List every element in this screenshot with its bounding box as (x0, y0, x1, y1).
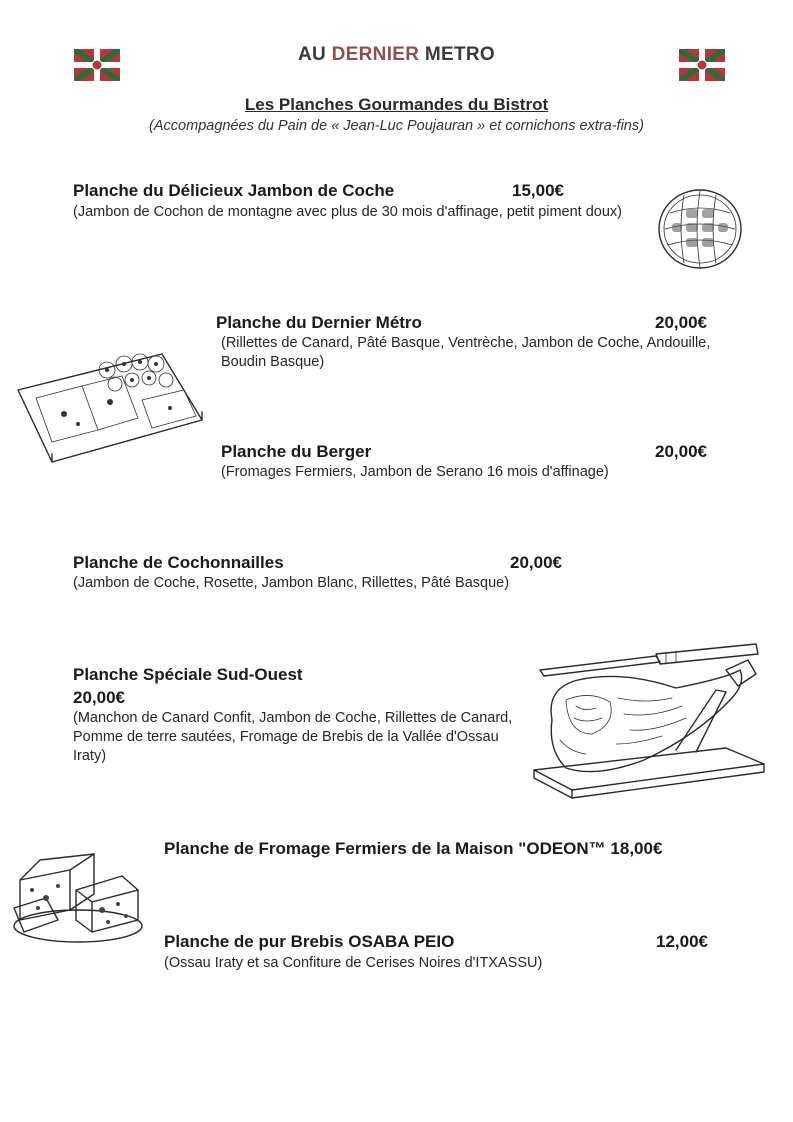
bread-loaf-illustration (656, 185, 744, 271)
ham-on-stand-illustration (526, 640, 774, 808)
item-name-fromage-odeon: Planche de Fromage Fermiers de la Maison "ODEON™ 18,00€ (164, 839, 663, 858)
item-desc-osaba-peio: (Ossau Iraty et sa Confiture de Cerises Noires d'ITXASSU) (164, 955, 543, 971)
item-desc-sud-ouest: (Manchon de Canard Confit, Jambon de Coche, Rillettes de Canard, Pomme de terre sautées, Fromage de Brebis de la Vallée d'Ossau Iraty) (73, 710, 513, 764)
item-price-sud-ouest: 20,00€ (73, 688, 125, 707)
item-name-cochonnailles: Planche de Cochonnailles (73, 553, 284, 572)
item-price-dernier-metro: 20,00€ (655, 313, 707, 332)
section-subtitle: (Accompagnées du Pain de « Jean-Luc Poujauran » et cornichons extra-fins) (149, 118, 644, 134)
item-desc-jambon-coche: (Jambon de Cochon de montagne avec plus de 30 mois d'affinage, petit piment doux) (73, 204, 623, 220)
item-name-osaba-peio: Planche de pur Brebis OSABA PEIO (164, 932, 455, 951)
section-title: Les Planches Gourmandes du Bistrot (244, 95, 549, 114)
item-desc-dernier-metro: (Rillettes de Canard, Pâté Basque, Ventrèche, Jambon de Coche, Andouille, Boudin Basque) (221, 335, 711, 370)
item-price-berger: 20,00€ (655, 442, 707, 461)
item-name-jambon-coche: Planche du Délicieux Jambon de Coche (73, 181, 395, 200)
item-price-jambon-coche: 15,00€ (512, 181, 564, 200)
item-price-osaba-peio: 12,00€ (656, 932, 708, 951)
cheese-board-illustration (10, 846, 146, 948)
restaurant-name: AU DERNIER METRO (298, 44, 495, 65)
item-price-cochonnailles: 20,00€ (510, 553, 562, 572)
restaurant-name-accent: DERNIER (331, 44, 420, 65)
item-name-sud-ouest: Planche Spéciale Sud-Ouest (73, 665, 303, 684)
charcuterie-board-illustration (12, 340, 208, 468)
item-name-berger: Planche du Berger (221, 442, 372, 461)
item-name-dernier-metro: Planche du Dernier Métro (216, 313, 422, 332)
item-desc-berger: (Fromages Fermiers, Jambon de Serano 16 mois d'affinage) (221, 464, 609, 480)
item-desc-cochonnailles: (Jambon de Coche, Rosette, Jambon Blanc, Rillettes, Pâté Basque) (73, 575, 510, 591)
